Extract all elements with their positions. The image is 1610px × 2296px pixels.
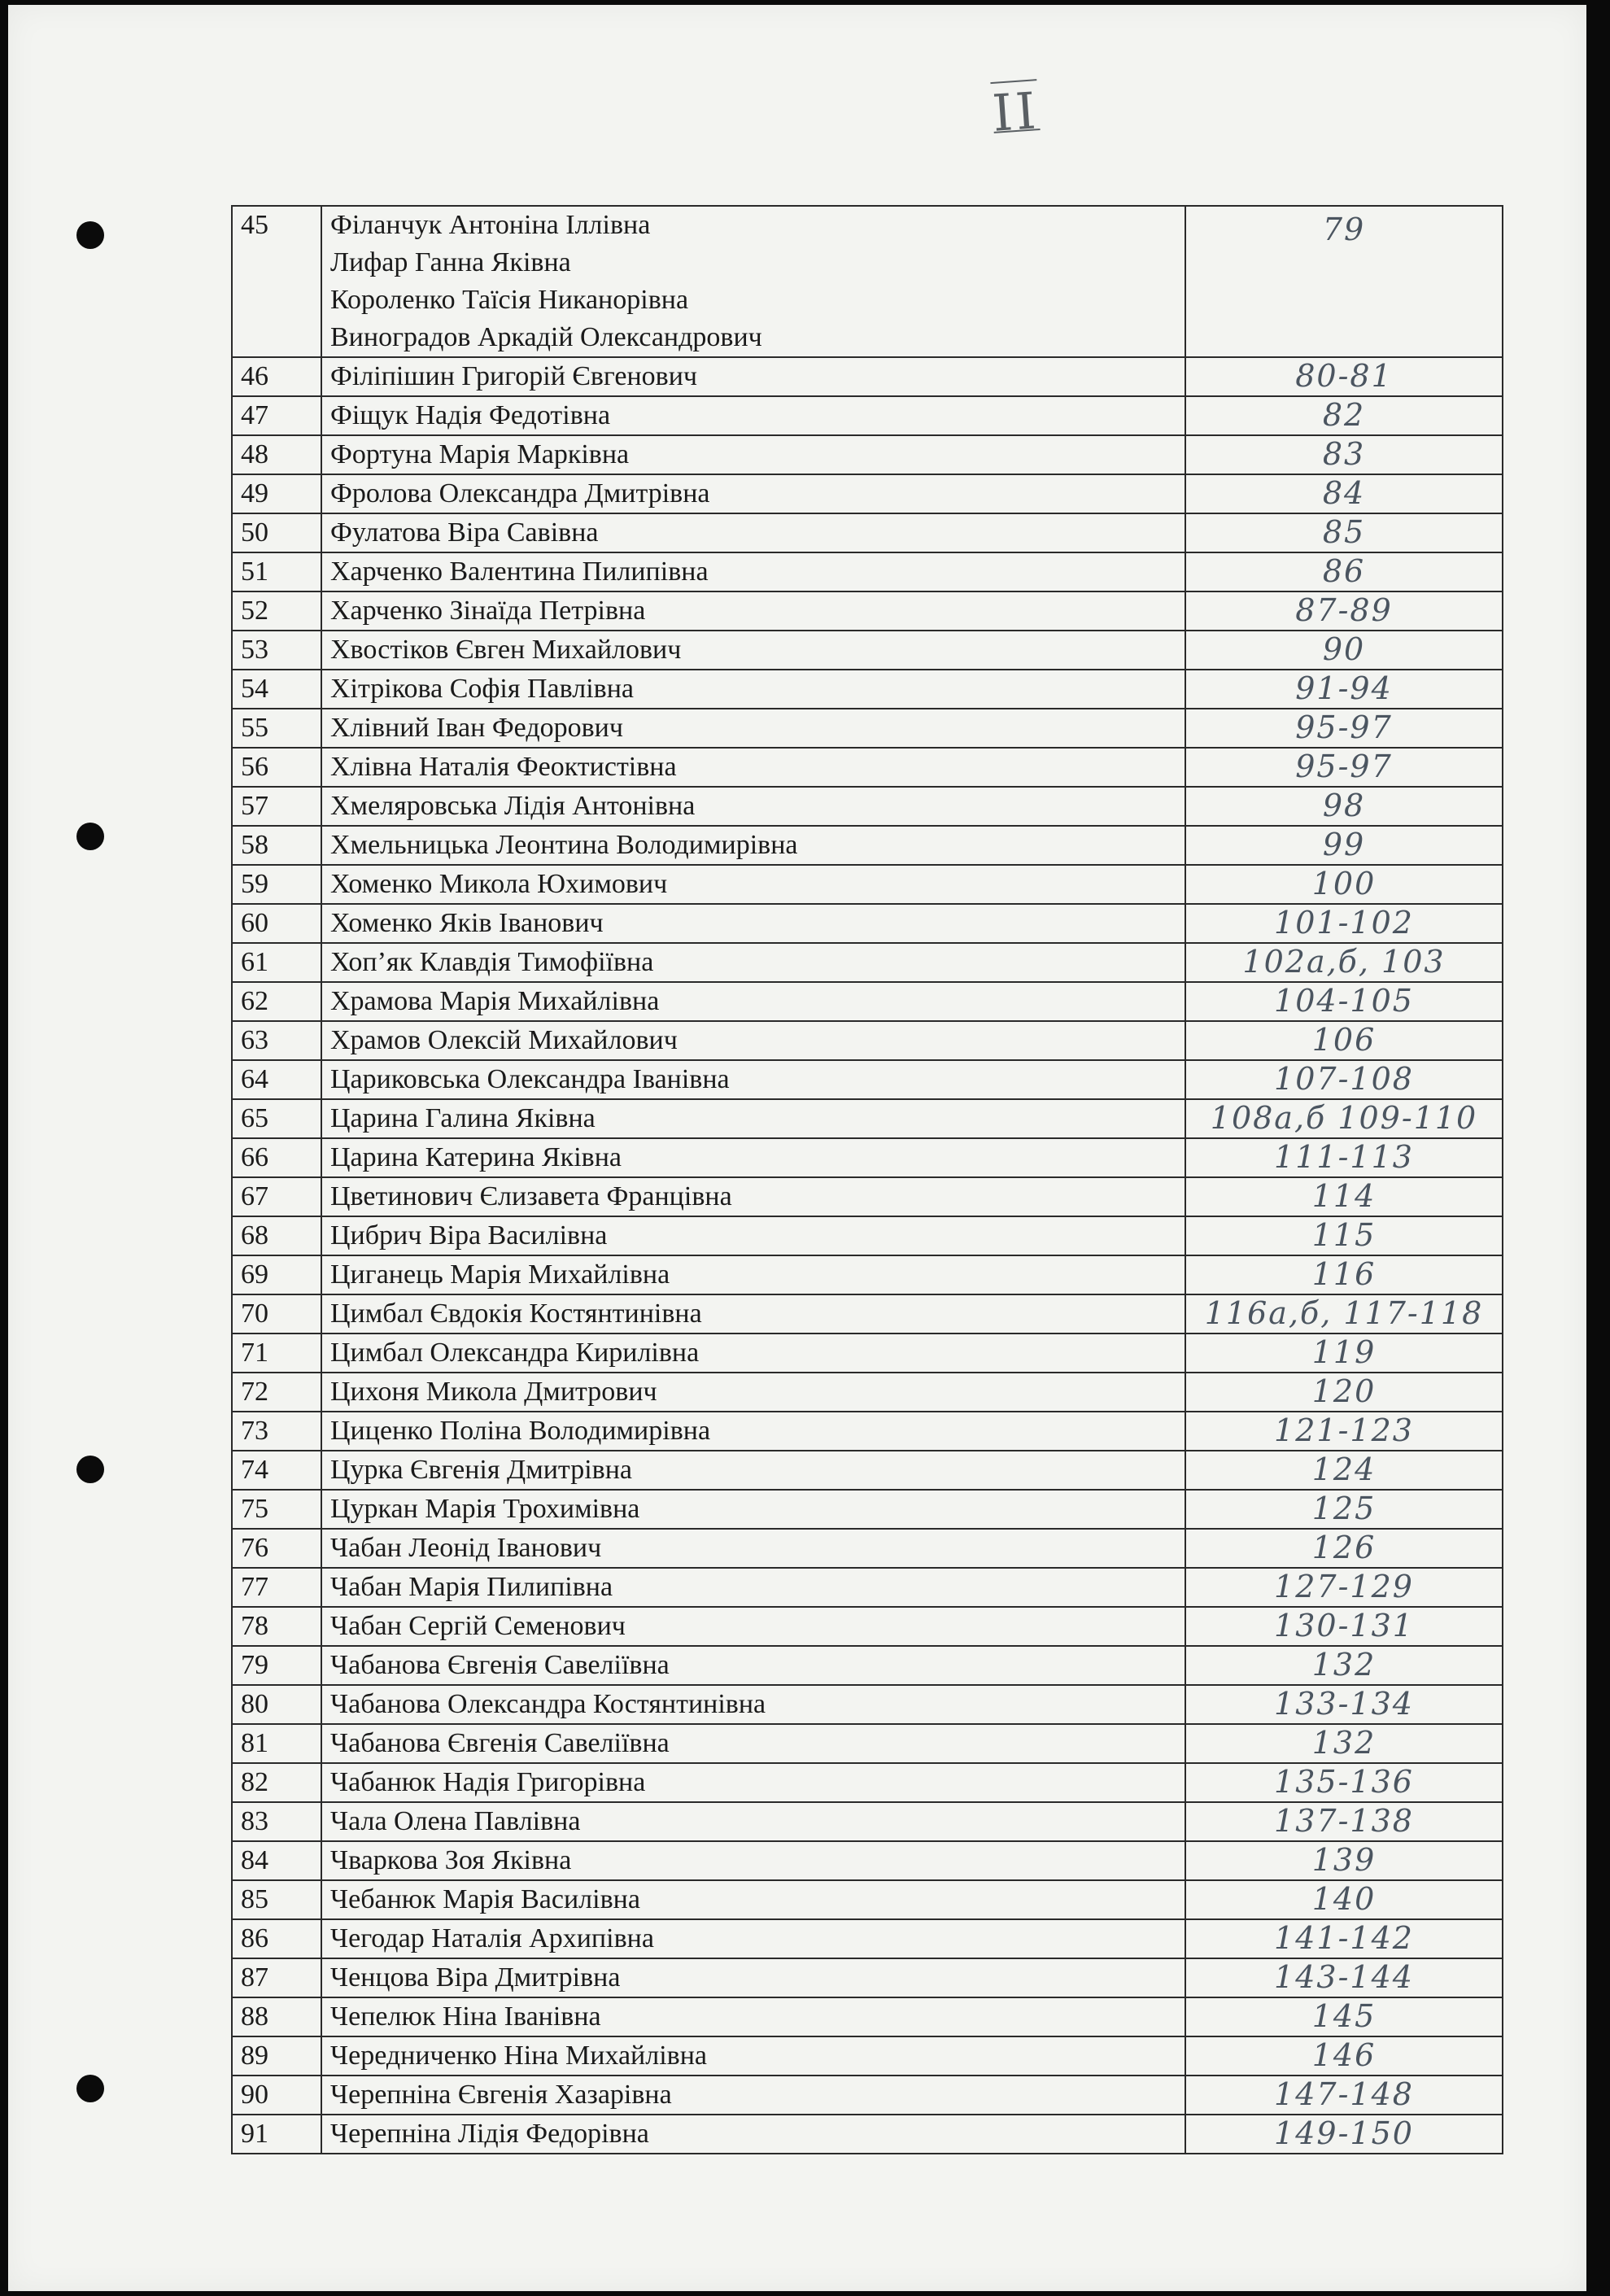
entry-names xyxy=(321,206,1185,357)
table-row xyxy=(232,552,1503,591)
table-row xyxy=(232,1060,1503,1099)
punch-hole-icon xyxy=(76,2075,104,2102)
table-row xyxy=(232,357,1503,396)
document-page xyxy=(8,5,1586,2291)
entry-names xyxy=(321,631,1185,670)
entry-names xyxy=(321,1607,1185,1646)
entry-number: 78 xyxy=(232,1607,321,1646)
table-row xyxy=(232,1958,1503,1997)
entry-number: 61 xyxy=(232,943,321,982)
entry-number: 48 xyxy=(232,435,321,474)
handwritten-page-range: 116а,б, 117-118 xyxy=(1185,1294,1503,1334)
handwritten-page-range: 120 xyxy=(1185,1373,1503,1412)
person-name: Фіщук Надія Федотівна xyxy=(330,400,611,430)
table-row xyxy=(232,787,1503,826)
handwritten-page-range: 132 xyxy=(1185,1646,1503,1685)
entry-number: 58 xyxy=(232,826,321,865)
handwritten-page-range: 91-94 xyxy=(1185,670,1503,709)
entry-names xyxy=(321,1763,1185,1802)
person-name: Хоп’як Клавдія Тимофіївна xyxy=(330,947,654,977)
entry-number: 56 xyxy=(232,748,321,787)
person-name: Цимбал Олександра Кирилівна xyxy=(330,1338,700,1368)
handwritten-page-range: 102а,б, 103 xyxy=(1185,943,1503,982)
entry-number: 69 xyxy=(232,1255,321,1294)
handwritten-page-range: 90 xyxy=(1185,631,1503,670)
handwritten-page-range: 135-136 xyxy=(1185,1763,1503,1802)
entry-number: 68 xyxy=(232,1216,321,1255)
table-row xyxy=(232,513,1503,552)
table-row xyxy=(232,1373,1503,1412)
entry-number: 70 xyxy=(232,1294,321,1334)
person-name: Чабан Сергій Семенович xyxy=(330,1611,626,1641)
person-name: Цимбал Євдокія Костянтинівна xyxy=(330,1299,702,1329)
entry-names xyxy=(321,1841,1185,1880)
entry-names xyxy=(321,357,1185,396)
table-row xyxy=(232,943,1503,982)
entry-names xyxy=(321,1021,1185,1060)
entry-number: 75 xyxy=(232,1490,321,1529)
entry-number: 91 xyxy=(232,2115,321,2154)
handwritten-page-range: 121-123 xyxy=(1185,1412,1503,1451)
entry-names xyxy=(321,1412,1185,1451)
handwritten-page-range: 86 xyxy=(1185,552,1503,591)
handwritten-page-range: 84 xyxy=(1185,474,1503,513)
entry-names xyxy=(321,396,1185,435)
handwritten-page-range: 126 xyxy=(1185,1529,1503,1568)
person-name: Цихоня Микола Дмитрович xyxy=(330,1377,657,1407)
entry-number: 80 xyxy=(232,1685,321,1724)
punch-hole-icon xyxy=(76,1456,104,1483)
entry-number: 83 xyxy=(232,1802,321,1841)
entry-number: 47 xyxy=(232,396,321,435)
person-name: Цурка Євгенія Дмитрівна xyxy=(330,1455,632,1485)
person-name: Цариковська Олександра Іванівна xyxy=(330,1064,730,1094)
handwritten-page-range: 108а,б 109-110 xyxy=(1185,1099,1503,1138)
entry-number: 73 xyxy=(232,1412,321,1451)
entry-names xyxy=(321,1802,1185,1841)
person-name: Чегодар Наталія Архипівна xyxy=(330,1923,654,1953)
entry-number: 81 xyxy=(232,1724,321,1763)
entry-names xyxy=(321,670,1185,709)
handwritten-page-range: 114 xyxy=(1185,1177,1503,1216)
table-row xyxy=(232,865,1503,904)
entry-number: 82 xyxy=(232,1763,321,1802)
person-name: Цибрич Віра Василівна xyxy=(330,1220,608,1251)
handwritten-page-range: 106 xyxy=(1185,1021,1503,1060)
entry-number: 89 xyxy=(232,2036,321,2076)
table-row xyxy=(232,1568,1503,1607)
table-row xyxy=(232,1763,1503,1802)
entry-names xyxy=(321,1294,1185,1334)
person-name: Хмеляровська Лідія Антонівна xyxy=(330,791,696,821)
person-name: Царина Катерина Яківна xyxy=(330,1142,622,1172)
handwritten-page-range: 133-134 xyxy=(1185,1685,1503,1724)
table-row xyxy=(232,631,1503,670)
person-name: Фулатова Віра Савівна xyxy=(330,517,599,548)
entry-names xyxy=(321,474,1185,513)
handwritten-page-range: 132 xyxy=(1185,1724,1503,1763)
handwritten-page-range: 99 xyxy=(1185,826,1503,865)
entry-number: 55 xyxy=(232,709,321,748)
entry-names xyxy=(321,1451,1185,1490)
table-row xyxy=(232,435,1503,474)
punch-hole-icon xyxy=(76,823,104,850)
table-row xyxy=(232,748,1503,787)
table-row xyxy=(232,1255,1503,1294)
entry-names xyxy=(321,748,1185,787)
entry-names xyxy=(321,982,1185,1021)
entry-number: 77 xyxy=(232,1568,321,1607)
handwritten-page-range: 116 xyxy=(1185,1255,1503,1294)
entry-number: 63 xyxy=(232,1021,321,1060)
table-row xyxy=(232,826,1503,865)
table-row xyxy=(232,1919,1503,1958)
entry-number: 59 xyxy=(232,865,321,904)
person-name: Хлівна Наталія Феоктистівна xyxy=(330,752,677,782)
entry-number: 88 xyxy=(232,1997,321,2036)
entry-number: 62 xyxy=(232,982,321,1021)
entry-names xyxy=(321,1099,1185,1138)
table-row xyxy=(232,1529,1503,1568)
table-row xyxy=(232,1099,1503,1138)
table-row xyxy=(232,1646,1503,1685)
entry-number: 60 xyxy=(232,904,321,943)
entry-names xyxy=(321,1958,1185,1997)
person-name: Харченко Валентина Пилипівна xyxy=(330,557,709,587)
entry-names xyxy=(321,2036,1185,2076)
entry-names xyxy=(321,1373,1185,1412)
entry-number: 52 xyxy=(232,591,321,631)
entry-names xyxy=(321,1060,1185,1099)
person-name: Хмельницька Леонтина Володимирівна xyxy=(330,830,798,860)
table-row xyxy=(232,2115,1503,2154)
handwritten-page-range: 95-97 xyxy=(1185,748,1503,787)
table-row xyxy=(232,1021,1503,1060)
entry-number: 50 xyxy=(232,513,321,552)
entry-number: 79 xyxy=(232,1646,321,1685)
table-row xyxy=(232,396,1503,435)
entry-names xyxy=(321,1724,1185,1763)
entry-number: 51 xyxy=(232,552,321,591)
handwritten-page-range: 85 xyxy=(1185,513,1503,552)
handwritten-page-range: 137-138 xyxy=(1185,1802,1503,1841)
punch-hole-icon xyxy=(76,221,104,249)
table-row xyxy=(232,1294,1503,1334)
handwritten-page-range: 140 xyxy=(1185,1880,1503,1919)
entry-number: 54 xyxy=(232,670,321,709)
entry-number: 85 xyxy=(232,1880,321,1919)
person-name: Чабанова Євгенія Савеліївна xyxy=(330,1650,670,1680)
person-name: Черепніна Лідія Федорівна xyxy=(330,2119,649,2149)
handwritten-page-range: 147-148 xyxy=(1185,2076,1503,2115)
entry-names xyxy=(321,1568,1185,1607)
entry-names xyxy=(321,709,1185,748)
person-name: Чабанова Олександра Костянтинівна xyxy=(330,1689,766,1719)
table-row xyxy=(232,709,1503,748)
person-name: Цуркан Марія Трохимівна xyxy=(330,1494,640,1524)
person-name: Виноградов Аркадій Олександрович xyxy=(330,322,762,352)
entry-number: 49 xyxy=(232,474,321,513)
person-name: Чебанюк Марія Василівна xyxy=(330,1884,640,1914)
entry-names xyxy=(321,1919,1185,1958)
handwritten-sheet-mark: II xyxy=(990,81,1041,143)
handwritten-page-range: 83 xyxy=(1185,435,1503,474)
handwritten-page-range: 104-105 xyxy=(1185,982,1503,1021)
entry-names xyxy=(321,1997,1185,2036)
handwritten-page-range: 124 xyxy=(1185,1451,1503,1490)
entry-names xyxy=(321,591,1185,631)
table-row xyxy=(232,1607,1503,1646)
register-table xyxy=(231,205,1503,2154)
table-row xyxy=(232,1177,1503,1216)
handwritten-page-range: 101-102 xyxy=(1185,904,1503,943)
table-row xyxy=(232,206,1503,357)
table-row xyxy=(232,1216,1503,1255)
entry-number: 64 xyxy=(232,1060,321,1099)
entry-number: 67 xyxy=(232,1177,321,1216)
entry-names xyxy=(321,787,1185,826)
entry-number: 76 xyxy=(232,1529,321,1568)
entry-number: 65 xyxy=(232,1099,321,1138)
entry-names xyxy=(321,1490,1185,1529)
handwritten-page-range: 139 xyxy=(1185,1841,1503,1880)
entry-names xyxy=(321,513,1185,552)
register-table-body xyxy=(232,206,1503,2154)
table-row xyxy=(232,1334,1503,1373)
handwritten-page-range: 111-113 xyxy=(1185,1138,1503,1177)
handwritten-page-range: 145 xyxy=(1185,1997,1503,2036)
handwritten-page-range: 146 xyxy=(1185,2036,1503,2076)
person-name: Храмов Олексій Михайлович xyxy=(330,1025,678,1055)
entry-names xyxy=(321,1255,1185,1294)
handwritten-page-range: 143-144 xyxy=(1185,1958,1503,1997)
entry-names xyxy=(321,1646,1185,1685)
handwritten-page-range: 79 xyxy=(1185,206,1503,357)
entry-number: 46 xyxy=(232,357,321,396)
handwritten-page-range: 115 xyxy=(1185,1216,1503,1255)
person-name: Храмова Марія Михайлівна xyxy=(330,986,660,1016)
handwritten-page-range: 119 xyxy=(1185,1334,1503,1373)
person-name: Чабан Леонід Іванович xyxy=(330,1533,602,1563)
person-name: Фролова Олександра Дмитрівна xyxy=(330,478,710,509)
handwritten-page-range: 149-150 xyxy=(1185,2115,1503,2154)
person-name: Короленко Таїсія Никанорівна xyxy=(330,285,689,315)
person-name: Чабанова Євгенія Савеліївна xyxy=(330,1728,670,1758)
entry-names xyxy=(321,1685,1185,1724)
entry-number: 57 xyxy=(232,787,321,826)
handwritten-page-range: 127-129 xyxy=(1185,1568,1503,1607)
handwritten-page-range: 98 xyxy=(1185,787,1503,826)
table-row xyxy=(232,904,1503,943)
entry-names xyxy=(321,2076,1185,2115)
entry-names xyxy=(321,1216,1185,1255)
table-row xyxy=(232,1802,1503,1841)
person-name: Циганець Марія Михайлівна xyxy=(330,1259,670,1290)
person-name: Чваркова Зоя Яківна xyxy=(330,1845,572,1875)
person-name: Чепелюк Ніна Іванівна xyxy=(330,2001,601,2032)
table-row xyxy=(232,1841,1503,1880)
table-row xyxy=(232,1412,1503,1451)
handwritten-page-range: 130-131 xyxy=(1185,1607,1503,1646)
person-name: Циценко Поліна Володимирівна xyxy=(330,1416,711,1446)
handwritten-page-range: 107-108 xyxy=(1185,1060,1503,1099)
table-row xyxy=(232,2076,1503,2115)
entry-number: 71 xyxy=(232,1334,321,1373)
handwritten-page-range: 95-97 xyxy=(1185,709,1503,748)
entry-names xyxy=(321,943,1185,982)
person-name: Лифар Ганна Яківна xyxy=(330,247,571,277)
entry-number: 90 xyxy=(232,2076,321,2115)
person-name: Філанчук Антоніна Іллівна xyxy=(330,210,651,240)
handwritten-page-range: 80-81 xyxy=(1185,357,1503,396)
person-name: Фортуна Марія Марківна xyxy=(330,439,630,469)
handwritten-page-range: 87-89 xyxy=(1185,591,1503,631)
entry-number: 45 xyxy=(232,206,321,357)
person-name: Хвостіков Євген Михайлович xyxy=(330,635,682,665)
person-name: Цветинович Єлизавета Францівна xyxy=(330,1181,732,1211)
table-row xyxy=(232,1451,1503,1490)
entry-number: 72 xyxy=(232,1373,321,1412)
entry-number: 66 xyxy=(232,1138,321,1177)
person-name: Чабанюк Надія Григорівна xyxy=(330,1767,646,1797)
table-row xyxy=(232,1490,1503,1529)
entry-number: 84 xyxy=(232,1841,321,1880)
person-name: Хоменко Яків Іванович xyxy=(330,908,604,938)
person-name: Чередниченко Ніна Михайлівна xyxy=(330,2041,708,2071)
person-name: Ченцова Віра Дмитрівна xyxy=(330,1962,621,1993)
entry-number: 74 xyxy=(232,1451,321,1490)
entry-names xyxy=(321,2115,1185,2154)
entry-names xyxy=(321,1177,1185,1216)
table-row xyxy=(232,474,1503,513)
person-name: Хлівний Іван Федорович xyxy=(330,713,623,743)
entry-names xyxy=(321,1334,1185,1373)
handwritten-page-range: 100 xyxy=(1185,865,1503,904)
table-row xyxy=(232,1685,1503,1724)
entry-number: 87 xyxy=(232,1958,321,1997)
entry-number: 53 xyxy=(232,631,321,670)
entry-names xyxy=(321,1529,1185,1568)
handwritten-page-range: 125 xyxy=(1185,1490,1503,1529)
entry-names xyxy=(321,1138,1185,1177)
table-row xyxy=(232,1880,1503,1919)
table-row xyxy=(232,982,1503,1021)
entry-names xyxy=(321,1880,1185,1919)
table-row xyxy=(232,670,1503,709)
table-row xyxy=(232,591,1503,631)
person-name: Чабан Марія Пилипівна xyxy=(330,1572,613,1602)
handwritten-page-range: 141-142 xyxy=(1185,1919,1503,1958)
entry-names xyxy=(321,552,1185,591)
entry-names xyxy=(321,826,1185,865)
person-name: Філіпішин Григорій Євгенович xyxy=(330,361,698,391)
person-name: Черепніна Євгенія Хазарівна xyxy=(330,2080,672,2110)
table-row xyxy=(232,1997,1503,2036)
handwritten-page-range: 82 xyxy=(1185,396,1503,435)
entry-names xyxy=(321,904,1185,943)
person-name: Харченко Зінаїда Петрівна xyxy=(330,596,646,626)
person-name: Хітрікова Софія Павлівна xyxy=(330,674,635,704)
entry-number: 86 xyxy=(232,1919,321,1958)
person-name: Царина Галина Яківна xyxy=(330,1103,596,1133)
table-row xyxy=(232,2036,1503,2076)
table-row xyxy=(232,1724,1503,1763)
person-name: Чала Олена Павлівна xyxy=(330,1806,581,1836)
entry-names xyxy=(321,435,1185,474)
person-name: Хоменко Микола Юхимович xyxy=(330,869,668,899)
entry-names xyxy=(321,865,1185,904)
table-row xyxy=(232,1138,1503,1177)
